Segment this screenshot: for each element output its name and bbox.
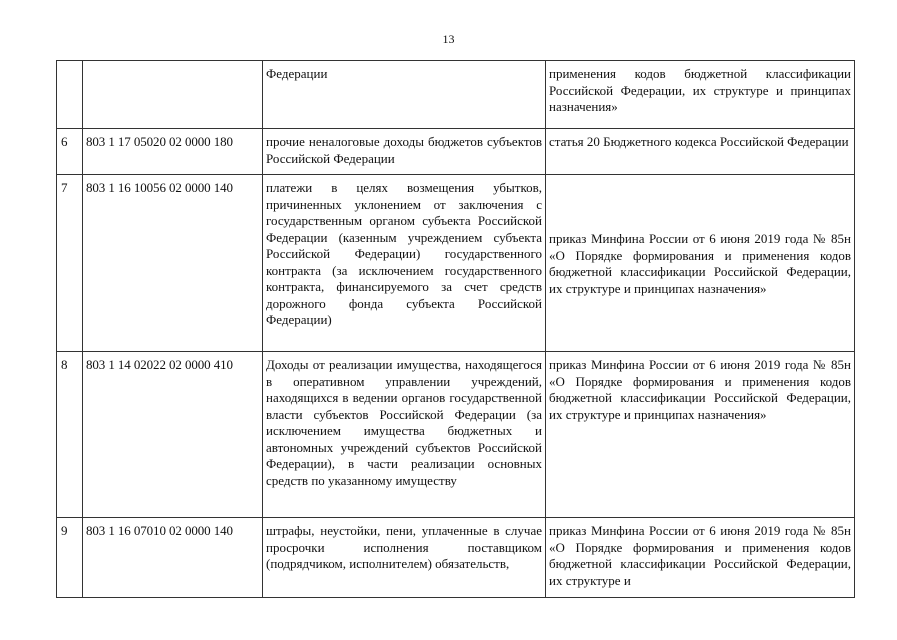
legal-basis: приказ Минфина России от 6 июня 2019 года № 85н «О Порядке формирования и применения кодов бюджетной классификации Российской Федерации, их структуре и принципах назначения» bbox=[546, 352, 855, 518]
revenue-description bbox=[263, 518, 546, 598]
row-number: 8 bbox=[57, 352, 83, 518]
revenue-description-text: штрафы, неустойки, пени, уплаченные в случае просрочки исполнения поставщиком (подрядчиком, исполнителем) обязательств, bbox=[266, 523, 542, 571]
row-number: 9 bbox=[57, 518, 83, 598]
budget-revenue-table bbox=[56, 60, 855, 598]
row-number: 7 bbox=[57, 175, 83, 352]
legal-basis: статья 20 Бюджетного кодекса Российской Федерации bbox=[546, 129, 855, 175]
budget-code bbox=[83, 61, 263, 129]
budget-code: 803 1 17 05020 02 0000 180 bbox=[83, 129, 263, 175]
revenue-description: Доходы от реализации имущества, находящегося в оперативном управлении учреждений, находящихся в ведении органов государственной власти субъектов Российской Федерации (за исключением имущества бюджетных и автономных учреждений субъектов Российской Федерации), в части реализации основных средств по указанному имуществу bbox=[263, 352, 546, 518]
revenue-description: Федерации bbox=[263, 61, 546, 129]
table-row bbox=[57, 175, 855, 352]
legal-basis bbox=[546, 518, 855, 598]
budget-code: 803 1 16 10056 02 0000 140 bbox=[83, 175, 263, 352]
revenue-description: прочие неналоговые доходы бюджетов субъектов Российской Федерации bbox=[263, 129, 546, 175]
page-number: 13 bbox=[442, 32, 455, 46]
row-number bbox=[57, 61, 83, 129]
budget-code: 803 1 14 02022 02 0000 410 bbox=[83, 352, 263, 518]
table-row bbox=[57, 352, 855, 518]
table-row bbox=[57, 129, 855, 175]
table-row bbox=[57, 61, 855, 129]
revenue-description: платежи в целях возмещения убытков, причиненных уклонением от заключения с государственным органом субъекта Российской Федерации (казенным учреждением субъекта Российской Федерации) государственного контракта (за исключением государственного контракта, финансируемого за счет средств дорожного фонда субъекта Российской Федерации) bbox=[263, 175, 546, 352]
legal-basis-text: приказ Минфина России от 6 июня 2019 года № 85н «О Порядке формирования и применения кодов бюджетной классификации Российской Федерации, их структуре и bbox=[549, 523, 851, 588]
budget-code: 803 1 16 07010 02 0000 140 bbox=[83, 518, 263, 598]
legal-basis: применения кодов бюджетной классификации Российской Федерации, их структуре и принципах назначения» bbox=[546, 61, 855, 129]
row-number: 6 bbox=[57, 129, 83, 175]
legal-basis: приказ Минфина России от 6 июня 2019 года № 85н «О Порядке формирования и применения кодов бюджетной классификации Российской Федерации, их структуре и принципах назначения» bbox=[546, 175, 855, 352]
table-row bbox=[57, 518, 855, 598]
